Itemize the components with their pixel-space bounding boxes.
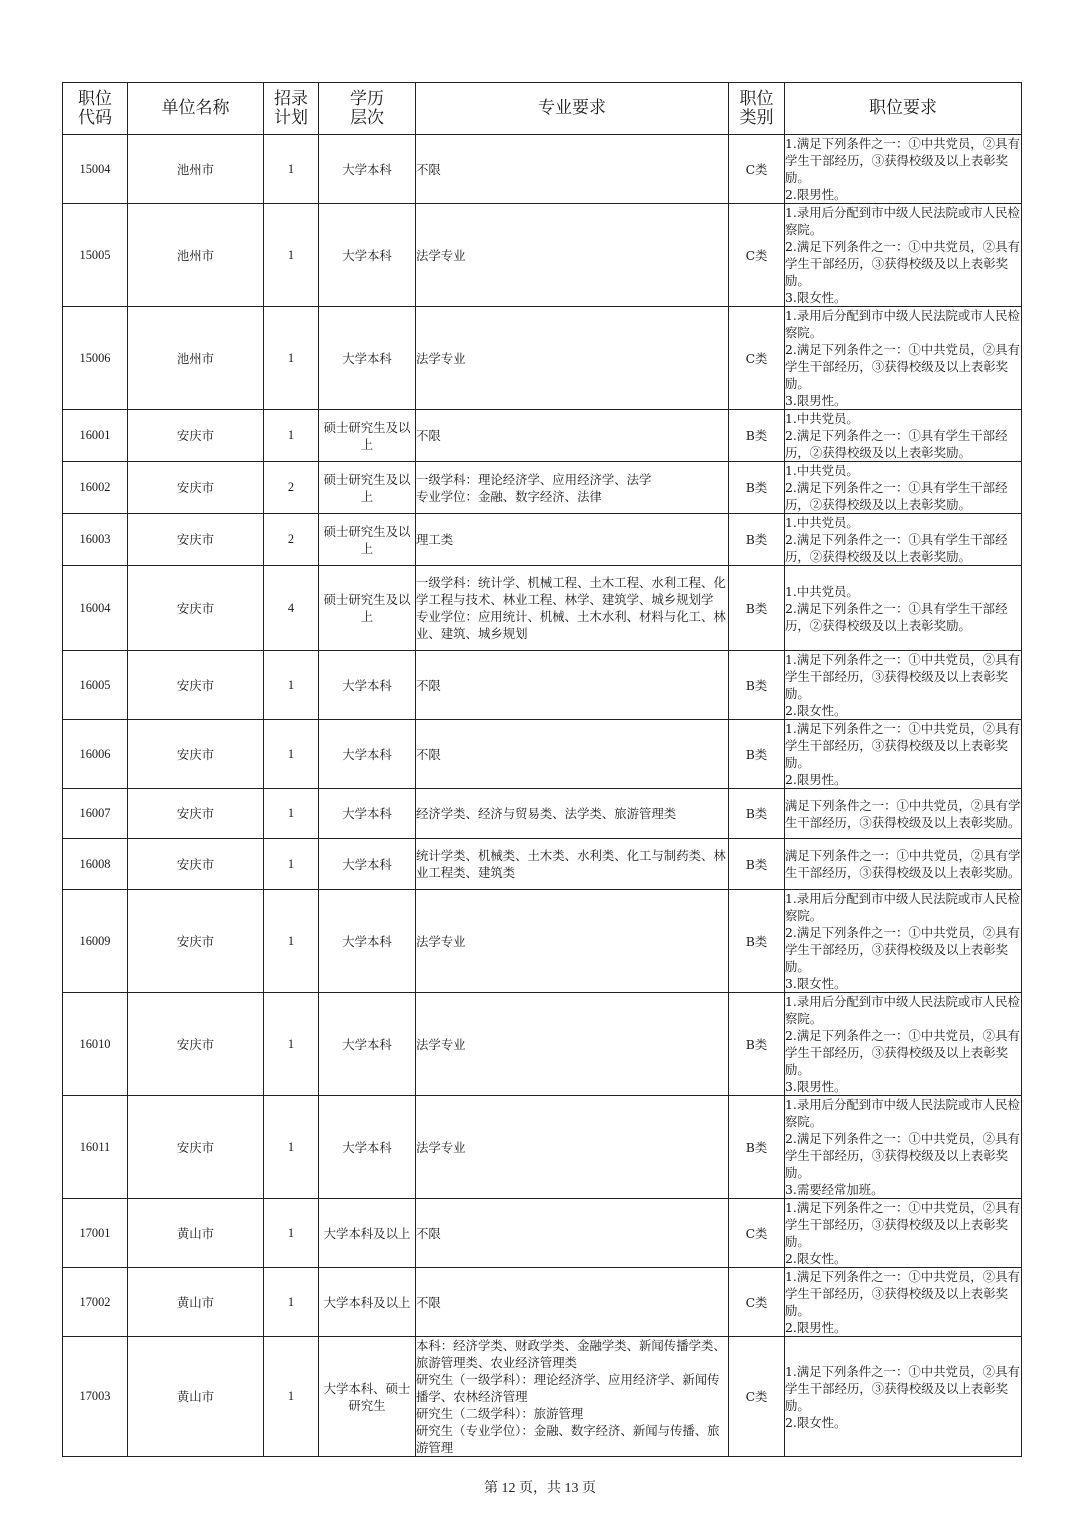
cell-unit: 安庆市 [128,890,264,993]
cell-unit: 安庆市 [128,410,264,462]
cell-requirements: 1.录用后分配到市中级人民法院或市人民检察院。 2.满足下列条件之一：①中共党员，②具有学生干部经历，③获得校级及以上表彰奖励。 3.限男性。 [785,994,1020,1094]
cell-code: 16001 [63,410,128,462]
cell-education: 大学本科 [319,651,416,720]
cell-education: 大学本科 [319,720,416,789]
cell-requirements: 1.满足下列条件之一：①中共党员，②具有学生干部经历，③获得校级及以上表彰奖励。 2.限男性。 [785,136,1020,202]
cell-major: 一级学科：统计学、机械工程、土木工程、水利工程、化学工程与技术、林业工程、林学、建筑学、城乡规划学 专业学位：应用统计、机械、土木水利、材料与化工、林业、建筑、城乡规划 [416,566,729,651]
cell-requirements: 1.满足下列条件之一：①中共党员，②具有学生干部经历，③获得校级及以上表彰奖励。 2.限女性。 [785,1200,1020,1266]
cell-education: 大学本科 [319,789,416,839]
cell-requirements: 1.录用后分配到市中级人民法院或市人民检察院。 2.满足下列条件之一：①中共党员，②具有学生干部经历，③获得校级及以上表彰奖励。 3.限男性。 [785,308,1020,408]
cell-unit: 安庆市 [128,993,264,1096]
cell-unit: 黄山市 [128,1337,264,1457]
cell-category: B类 [729,890,785,993]
table-row [63,566,1022,651]
cell-plan: 1 [264,993,319,1096]
cell-category: B类 [729,1096,785,1199]
cell-code: 16003 [63,514,128,566]
cell-plan: 1 [264,890,319,993]
header-major: 专业要求 [416,83,729,135]
cell-plan: 2 [264,514,319,566]
cell-category: C类 [729,135,785,204]
table-row [63,135,1022,204]
cell-category: B类 [729,462,785,514]
cell-category: B类 [729,651,785,720]
cell-major: 不限 [416,1199,729,1268]
cell-requirements: 满足下列条件之一：①中共党员，②具有学生干部经历，③获得校级及以上表彰奖励。 [785,789,1022,839]
cell-unit: 安庆市 [128,566,264,651]
cell-major: 法学专业 [416,307,729,410]
header-unit: 单位名称 [128,83,264,135]
cell-education: 大学本科 [319,204,416,307]
cell-plan: 1 [264,1268,319,1337]
cell-education: 大学本科 [319,993,416,1096]
cell-major: 法学专业 [416,993,729,1096]
cell-plan: 1 [264,720,319,789]
cell-code: 16005 [63,651,128,720]
header-requirements: 职位要求 [785,83,1022,135]
cell-education: 大学本科 [319,1096,416,1199]
cell-requirements: 1.满足下列条件之一：①中共党员，②具有学生干部经历，③获得校级及以上表彰奖励。 2.限女性。 [785,1337,1022,1457]
cell-plan: 1 [264,1337,319,1457]
cell-category: B类 [729,839,785,890]
cell-plan: 1 [264,651,319,720]
table-row [63,651,1022,720]
cell-category: B类 [729,789,785,839]
table-row [63,410,1022,462]
cell-category: B类 [729,514,785,566]
cell-code: 16011 [63,1096,128,1199]
cell-requirements: 1.录用后分配到市中级人民法院或市人民检察院。 2.满足下列条件之一：①中共党员，②具有学生干部经历，③获得校级及以上表彰奖励。 3.限女性。 [785,891,1020,991]
cell-category: B类 [729,566,785,651]
cell-unit: 安庆市 [128,1096,264,1199]
cell-plan: 2 [264,462,319,514]
cell-education: 大学本科及以上 [319,1268,416,1337]
cell-code: 16008 [63,839,128,890]
cell-plan: 1 [264,204,319,307]
cell-education: 大学本科、硕士研究生 [319,1337,416,1457]
cell-unit: 黄山市 [128,1199,264,1268]
cell-requirements: 1.中共党员。 2.满足下列条件之一：①具有学生干部经历，②获得校级及以上表彰奖励。 [785,514,1022,566]
table-row [63,1337,1022,1457]
cell-unit: 安庆市 [128,720,264,789]
table-row [63,839,1022,890]
cell-plan: 1 [264,839,319,890]
cell-code: 15006 [63,307,128,410]
cell-plan: 1 [264,1199,319,1268]
table-header-row [63,83,1022,135]
cell-education: 硕士研究生及以上 [319,462,416,514]
cell-code: 16007 [63,789,128,839]
cell-unit: 安庆市 [128,789,264,839]
cell-education: 硕士研究生及以上 [319,410,416,462]
cell-plan: 1 [264,135,319,204]
header-plan: 招录 计划 [264,83,319,135]
cell-major: 理工类 [416,514,729,566]
cell-major: 法学专业 [416,204,729,307]
cell-code: 16006 [63,720,128,789]
table-row [63,462,1022,514]
cell-category: C类 [729,307,785,410]
cell-plan: 1 [264,410,319,462]
cell-requirements: 1.录用后分配到市中级人民法院或市人民检察院。 2.满足下列条件之一：①中共党员，②具有学生干部经历，③获得校级及以上表彰奖励。 3.需要经常加班。 [785,1097,1020,1197]
table-row [63,307,1022,410]
cell-unit: 池州市 [128,204,264,307]
cell-code: 17003 [63,1337,128,1457]
cell-category: B类 [729,410,785,462]
cell-code: 16009 [63,890,128,993]
cell-unit: 池州市 [128,135,264,204]
cell-category: C类 [729,1268,785,1337]
table-row [63,890,1022,993]
table-row [63,514,1022,566]
cell-category: C类 [729,1337,785,1457]
cell-unit: 安庆市 [128,514,264,566]
cell-major: 经济学类、经济与贸易类、法学类、旅游管理类 [416,789,729,839]
cell-education: 大学本科 [319,135,416,204]
page-footer: 第 12 页，共 13 页 [484,1481,596,1496]
cell-category: C类 [729,204,785,307]
table-row [63,1199,1022,1268]
cell-requirements: 1.中共党员。 2.满足下列条件之一：①具有学生干部经历，②获得校级及以上表彰奖励。 [785,462,1022,514]
cell-requirements: 1.满足下列条件之一：①中共党员，②具有学生干部经历，③获得校级及以上表彰奖励。 2.限男性。 [785,721,1020,787]
cell-requirements: 1.中共党员。 2.满足下列条件之一：①具有学生干部经历，②获得校级及以上表彰奖励。 [785,566,1022,651]
header-code: 职位 代码 [63,83,128,135]
cell-requirements: 1.中共党员。 2.满足下列条件之一：①具有学生干部经历，②获得校级及以上表彰奖励。 [785,410,1022,462]
cell-unit: 黄山市 [128,1268,264,1337]
table-row [63,720,1022,789]
cell-category: C类 [729,1199,785,1268]
cell-major: 不限 [416,1268,729,1337]
cell-plan: 4 [264,566,319,651]
cell-education: 硕士研究生及以上 [319,514,416,566]
cell-education: 大学本科 [319,890,416,993]
cell-unit: 安庆市 [128,839,264,890]
cell-requirements: 1.满足下列条件之一：①中共党员，②具有学生干部经历，③获得校级及以上表彰奖励。 2.限女性。 [785,652,1020,718]
cell-code: 16002 [63,462,128,514]
cell-code: 16010 [63,993,128,1096]
cell-education: 大学本科及以上 [319,1199,416,1268]
cell-code: 17001 [63,1199,128,1268]
cell-major: 不限 [416,410,729,462]
cell-requirements: 1.满足下列条件之一：①中共党员，②具有学生干部经历，③获得校级及以上表彰奖励。 2.限男性。 [785,1269,1020,1335]
cell-code: 17002 [63,1268,128,1337]
cell-category: B类 [729,720,785,789]
cell-code: 15004 [63,135,128,204]
cell-requirements: 1.录用后分配到市中级人民法院或市人民检察院。 2.满足下列条件之一：①中共党员，②具有学生干部经历，③获得校级及以上表彰奖励。 3.限女性。 [785,205,1020,305]
cell-category: B类 [729,993,785,1096]
cell-unit: 安庆市 [128,462,264,514]
table-row [63,789,1022,839]
cell-unit: 池州市 [128,307,264,410]
cell-major: 一级学科：理论经济学、应用经济学、法学 专业学位：金融、数字经济、法律 [416,462,729,514]
cell-code: 16004 [63,566,128,651]
cell-major: 法学专业 [416,1096,729,1199]
header-edu: 学历 层次 [319,83,416,135]
cell-plan: 1 [264,789,319,839]
cell-education: 硕士研究生及以上 [319,566,416,651]
header-category: 职位 类别 [729,83,785,135]
cell-major: 不限 [416,651,729,720]
cell-major: 不限 [416,720,729,789]
job-positions-table [62,82,1022,1457]
table-row [63,1096,1022,1199]
cell-education: 大学本科 [319,307,416,410]
cell-unit: 安庆市 [128,651,264,720]
table-row [63,1268,1022,1337]
cell-education: 大学本科 [319,839,416,890]
table-row [63,993,1022,1096]
cell-major: 不限 [416,135,729,204]
cell-requirements: 满足下列条件之一：①中共党员，②具有学生干部经历，③获得校级及以上表彰奖励。 [785,839,1022,890]
cell-major: 本科：经济学类、财政学类、金融学类、新闻传播学类、旅游管理类、农业经济管理类 研究生（一级学科）：理论经济学、应用经济学、新闻传播学、农林经济管理 研究生（二级学科）：旅游管理 研究生（专业学位）：金融、数字经济、新闻与传播、旅游管理 [416,1337,729,1457]
cell-plan: 1 [264,1096,319,1199]
cell-code: 15005 [63,204,128,307]
cell-major: 法学专业 [416,890,729,993]
table-row [63,204,1022,307]
cell-plan: 1 [264,307,319,410]
cell-major: 统计学类、机械类、土木类、水利类、化工与制药类、林业工程类、建筑类 [416,839,729,890]
